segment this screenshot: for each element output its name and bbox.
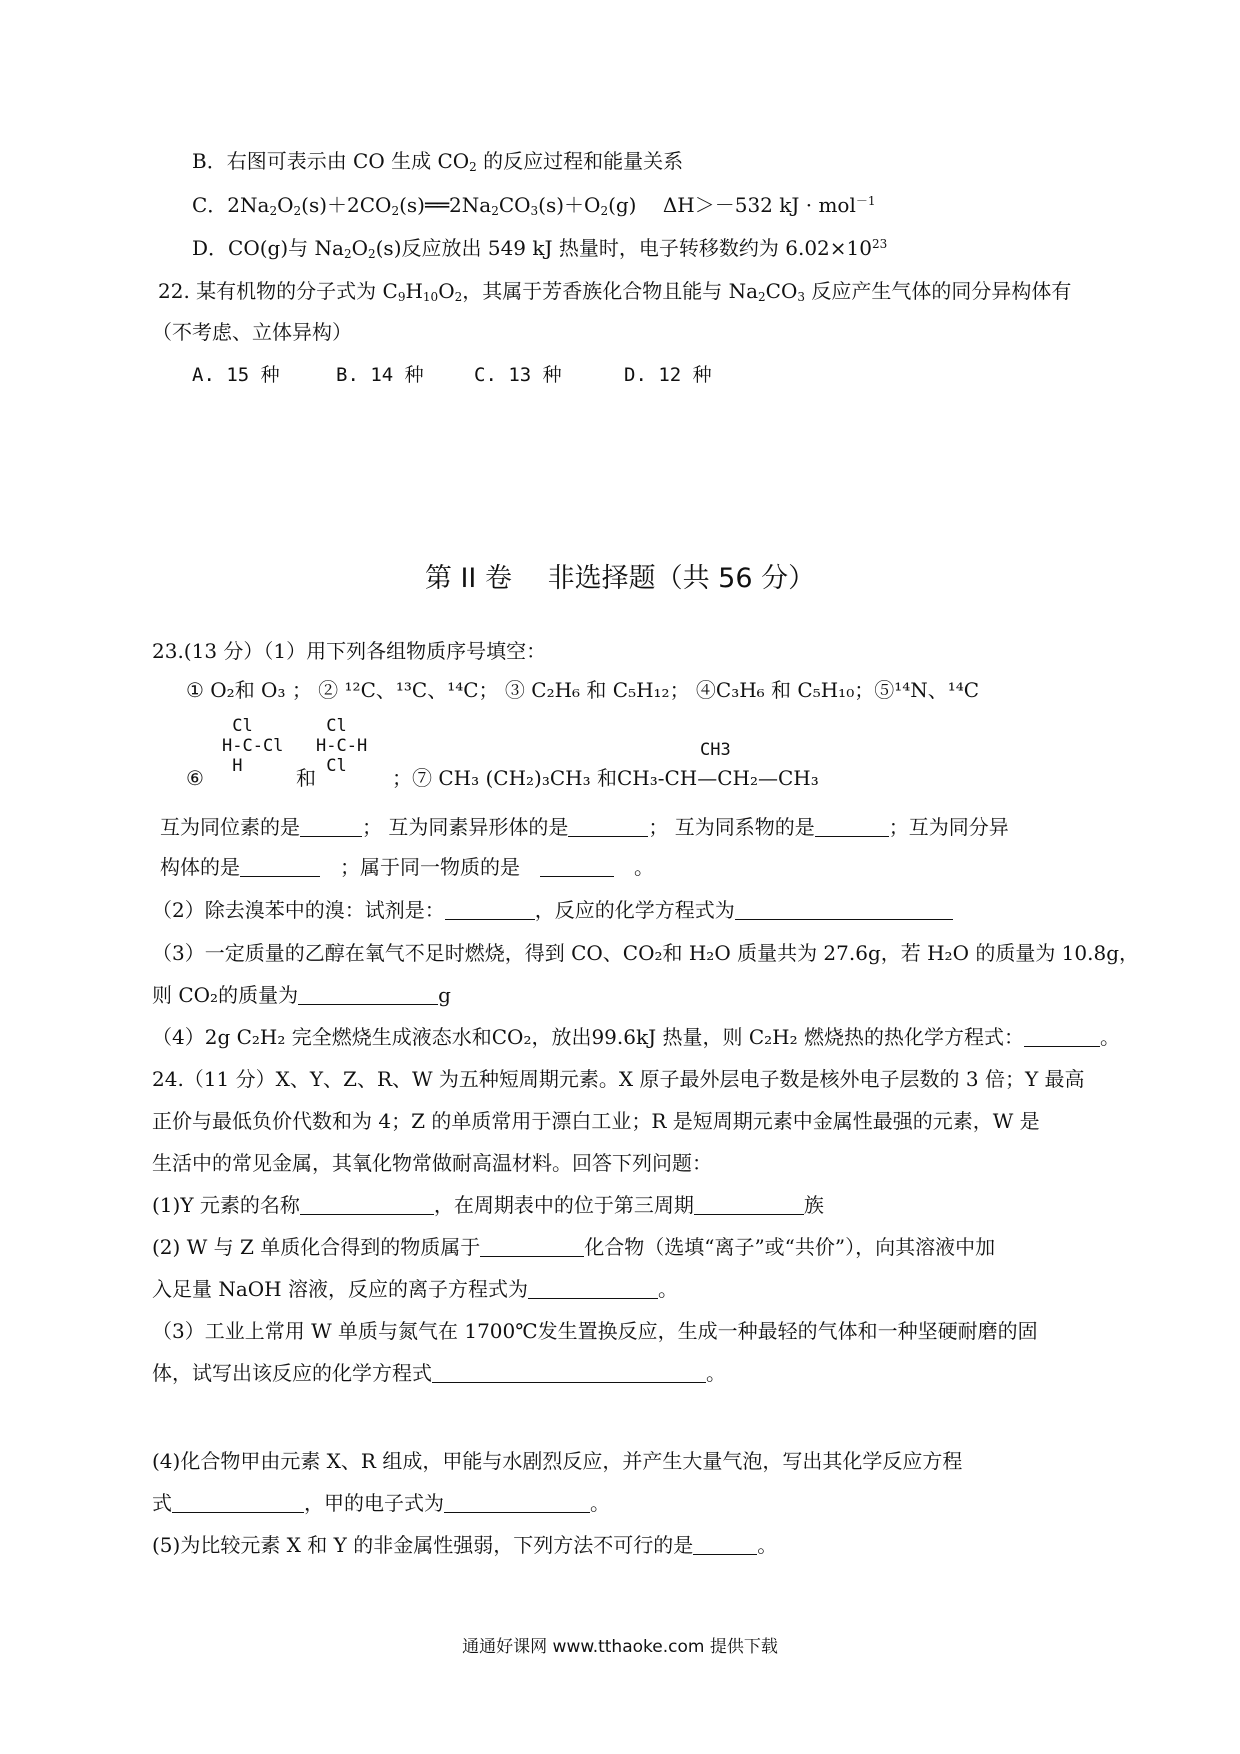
q23-2: （2）除去溴苯中的溴：试剂是： ，反应的化学方程式为 (152, 895, 953, 925)
q24-line2: 正价与最低负价代数和为 4；Z 的单质常用于漂白工业；R 是短周期元素中金属性最强的元素，W 是 (152, 1109, 1040, 1133)
blank[interactable] (693, 1534, 757, 1555)
q24-2-line2: 入足量 NaOH 溶液，反应的离子方程式为 。 (152, 1277, 678, 1301)
q22-option-c: C. 13 种 (474, 364, 562, 386)
q23-3-line2: 则 CO₂的质量为 g (152, 983, 451, 1007)
blank[interactable] (300, 1194, 434, 1215)
q24-4-line2: 式 ，甲的电子式为 。 (152, 1491, 610, 1515)
blank[interactable] (540, 856, 614, 877)
q24-line3: 生活中的常见金属，其氧化物常做耐高温材料。回答下列问题： (152, 1151, 712, 1175)
blank[interactable] (480, 1236, 584, 1257)
q21-option-d: D．CO(g)与 $Na_2O_2(s)$反应放出 549 kJ 热量时，电子转移数约为 $6.02\times 10^{23}$ (192, 236, 888, 261)
blank[interactable] (694, 1194, 804, 1215)
q24-3-line1: （3）工业上常用 W 单质与氮气在 1700℃发生置换反应，生成一种最轻的气体和一种坚硬耐磨的固 (152, 1319, 1038, 1343)
q23-4: （4）2g C₂H₂ 完全燃烧生成液态水和CO₂，放出99.6kJ 热量，则 C₂H₂ 燃烧热的热化学方程式： 。 (152, 1025, 1120, 1049)
structure-ch2cl2-b: Cl H-C-H Cl (316, 716, 368, 776)
q23-1-line2: 构体的是 ；属于同一物质的是 。 (160, 855, 654, 879)
q24-3-line2: 体，试写出该反应的化学方程式 。 (152, 1361, 726, 1385)
q23-1-line1: 互为同位素的是 ； 互为同素异形体的是 ； 互为同系物的是 ；互为同分异 (160, 815, 1009, 839)
six-mark: ⑥ (186, 766, 204, 790)
ch3-branch: CH3 (700, 740, 731, 760)
q22-option-a: A. 15 种 (192, 364, 280, 386)
blank[interactable] (815, 816, 889, 837)
blank[interactable] (445, 899, 535, 920)
blank[interactable] (432, 1362, 706, 1383)
blank[interactable] (735, 899, 953, 920)
footer-source: 通通好课网 www.tthaoke.com 提供下载 (462, 1637, 778, 1657)
blank[interactable] (300, 816, 362, 837)
q24-2-line1: (2) W 与 Z 单质化合得到的物质属于 化合物（选填“离子”或“共价”），向其溶液中加 (152, 1235, 996, 1259)
q21-option-c: C．$2Na_2O_2(s)+2CO_2(s)══2Na_2CO_3(s)+O_2(g)$ ΔH＞－532 kJ · mol$^{-1}$ (192, 193, 876, 218)
q22-option-d: D. 12 种 (624, 364, 712, 386)
q23-seven: ；⑦ CH₃ (CH₂)₃CH₃ 和CH₃-CH—CH₂—CH₃ (392, 766, 819, 790)
q21-option-b: B．右图可表示由 CO 生成 $CO_2$ 的反应过程和能量关系 (192, 149, 684, 174)
blank[interactable] (568, 816, 648, 837)
blank[interactable] (298, 984, 438, 1005)
blank[interactable] (1024, 1026, 1100, 1047)
blank[interactable] (444, 1492, 590, 1513)
q23-head: 23.(13 分）（1）用下列各组物质序号填空： (152, 639, 547, 663)
q24-5: (5)为比较元素 X 和 Y 的非金属性强弱，下列方法不可行的是 。 (152, 1533, 778, 1557)
q22-option-b: B. 14 种 (336, 364, 424, 386)
structure-ch2cl2-a: Cl H-C-Cl H (222, 716, 284, 776)
blank[interactable] (528, 1278, 658, 1299)
he-label: 和 (296, 766, 316, 790)
blank[interactable] (240, 856, 320, 877)
section-title: 第 II 卷 非选择题（共 56 分） (424, 563, 816, 594)
q23-groups: ① O₂和 O₃ ； ② ¹²C、¹³C、¹⁴C； ③ C₂H₆ 和 C₅H₁₂； ④C₃H₆ 和 C₅H₁₀；⑤¹⁴N、¹⁴C (186, 678, 980, 702)
q23-3-line1: （3）一定质量的乙醇在氧气不足时燃烧，得到 CO、CO₂和 H₂O 质量共为 27.6g，若 H₂O 的质量为 10.8g， (152, 941, 1140, 965)
q22-stem: 22. 某有机物的分子式为 $C_9H_{10}O_2$，其属于芳香族化合物且能与 $Na_2CO_3$ 反应产生气体的同分异构体有 (158, 279, 1072, 304)
q24-1: (1)Y 元素的名称 ，在周期表中的位于第三周期 族 (152, 1193, 824, 1217)
q24-4-line1: (4)化合物甲由元素 X、R 组成，甲能与水剧烈反应，并产生大量气泡，写出其化学反应方程 (152, 1449, 963, 1473)
q22-note: （不考虑、立体异构） (152, 320, 352, 344)
blank[interactable] (172, 1492, 304, 1513)
q24-line1: 24.（11 分）X、Y、Z、R、W 为五种短周期元素。X 原子最外层电子数是核外电子层数的 3 倍；Y 最高 (152, 1067, 1085, 1091)
